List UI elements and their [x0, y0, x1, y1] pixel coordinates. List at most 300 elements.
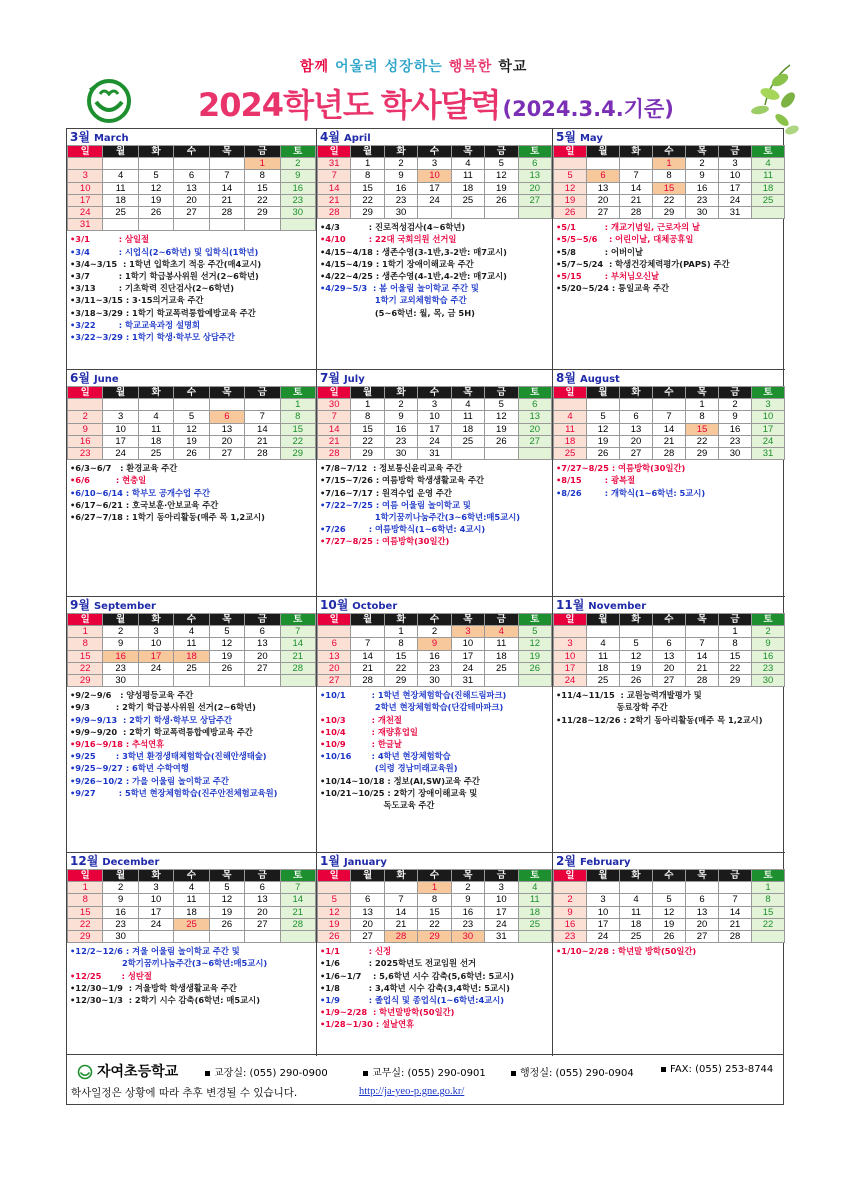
day-cell: 10	[138, 638, 173, 650]
month-calendar-table	[67, 386, 316, 460]
month-block	[317, 129, 553, 370]
day-cell: 23	[451, 918, 484, 930]
event-list	[317, 687, 552, 811]
day-cell: 31	[68, 219, 103, 231]
weekday-header: 월	[587, 614, 620, 626]
day-cell: 18	[103, 194, 138, 206]
day-cell: 29	[351, 206, 384, 218]
weekday-header: 금	[719, 387, 752, 399]
day-cell: 30	[752, 674, 785, 686]
day-cell: 20	[318, 662, 351, 674]
weekday-header: 월	[587, 387, 620, 399]
day-cell	[245, 930, 280, 942]
event-item: •12/30~1/3 : 2학기 시수 감축(6학년: 매5교시)	[70, 994, 260, 1005]
day-cell: 5	[587, 411, 620, 423]
event-item: •9/16~9/18 : 추석연휴	[70, 738, 165, 749]
day-cell: 17	[418, 182, 451, 194]
day-cell: 2	[280, 158, 315, 170]
day-cell: 22	[653, 194, 686, 206]
day-cell: 6	[620, 411, 653, 423]
day-cell: 15	[752, 906, 785, 918]
day-cell: 28	[318, 206, 351, 218]
day-cell: 3	[103, 411, 138, 423]
day-cell	[587, 158, 620, 170]
day-cell: 15	[719, 650, 752, 662]
event-item: •3/4 : 시업식(2~6학년) 및 입학식(1학년)	[70, 246, 259, 257]
day-cell: 24	[752, 435, 785, 447]
day-cell: 18	[518, 906, 551, 918]
weekday-header: 목	[209, 870, 244, 882]
event-item: •3/7 : 1학기 학급봉사위원 선거(2~6학년)	[70, 270, 259, 281]
day-cell: 18	[752, 182, 785, 194]
day-cell	[103, 399, 138, 411]
day-cell: 15	[68, 650, 103, 662]
day-cell: 3	[138, 882, 173, 894]
day-cell: 3	[719, 158, 752, 170]
day-cell: 15	[68, 906, 103, 918]
day-cell	[686, 626, 719, 638]
slogan-word: 학교	[498, 59, 528, 75]
day-cell: 16	[719, 423, 752, 435]
event-item: •5/20~5/24 : 통일교육 주간	[556, 283, 670, 294]
day-cell: 1	[351, 158, 384, 170]
day-cell: 27	[620, 447, 653, 459]
day-cell: 13	[587, 182, 620, 194]
day-cell: 23	[752, 662, 785, 674]
event-item: 1학기꿈끼나눔주간(3~6학년:매5교시)	[320, 511, 521, 522]
day-cell: 20	[174, 194, 209, 206]
day-cell: 14	[209, 182, 244, 194]
day-cell: 9	[384, 170, 417, 182]
weekday-header: 수	[174, 387, 209, 399]
day-cell: 13	[318, 650, 351, 662]
day-cell: 9	[451, 894, 484, 906]
day-cell: 14	[318, 182, 351, 194]
weekday-header: 토	[280, 387, 315, 399]
day-cell: 11	[485, 638, 518, 650]
day-cell: 24	[451, 662, 484, 674]
event-item: •8/15 : 광복절	[556, 475, 636, 486]
weekday-header: 화	[384, 387, 417, 399]
day-cell: 15	[351, 182, 384, 194]
day-cell	[138, 399, 173, 411]
month-calendar-table	[553, 145, 785, 219]
event-item: 독도교육 주간	[320, 799, 435, 810]
day-cell: 18	[451, 423, 484, 435]
weekday-header: 월	[351, 870, 384, 882]
day-cell	[138, 158, 173, 170]
weekday-header: 화	[384, 146, 417, 158]
day-cell: 3	[418, 399, 451, 411]
day-cell: 24	[587, 930, 620, 942]
weekday-header: 월	[587, 870, 620, 882]
day-cell: 31	[719, 206, 752, 218]
day-cell: 9	[103, 894, 138, 906]
event-item: •5/8 : 어버이날	[556, 246, 644, 257]
day-cell: 17	[554, 662, 587, 674]
event-item: •10/3 : 개천절	[320, 714, 402, 725]
day-cell	[280, 219, 315, 231]
event-item: •7/27~8/25 : 여름방학(30일간)	[320, 536, 450, 547]
day-cell: 20	[686, 918, 719, 930]
event-list	[553, 943, 785, 957]
day-cell: 30	[384, 206, 417, 218]
day-cell: 10	[418, 411, 451, 423]
day-cell	[318, 626, 351, 638]
day-cell: 17	[68, 194, 103, 206]
day-cell: 30	[384, 447, 417, 459]
day-cell: 21	[351, 662, 384, 674]
title-date: (2024.3.4.기준)	[502, 97, 674, 121]
day-cell: 6	[245, 882, 280, 894]
month-title: 4월 April	[320, 130, 371, 144]
day-cell: 8	[351, 411, 384, 423]
day-cell: 4	[451, 399, 484, 411]
day-cell: 26	[138, 206, 173, 218]
page-title	[198, 80, 674, 126]
day-cell: 22	[351, 435, 384, 447]
day-cell: 3	[554, 638, 587, 650]
day-cell: 8	[686, 411, 719, 423]
day-cell: 18	[620, 918, 653, 930]
day-cell: 11	[174, 638, 209, 650]
event-list	[67, 687, 316, 799]
day-cell: 3	[485, 882, 518, 894]
day-cell: 13	[653, 650, 686, 662]
day-cell: 1	[245, 158, 280, 170]
weekday-header: 금	[485, 614, 518, 626]
day-cell: 24	[138, 662, 173, 674]
day-cell: 27	[653, 674, 686, 686]
day-cell: 31	[485, 930, 518, 942]
day-cell: 6	[653, 638, 686, 650]
weekday-header: 금	[485, 146, 518, 158]
day-cell: 22	[68, 662, 103, 674]
day-cell: 12	[485, 411, 518, 423]
weekday-header: 일	[554, 387, 587, 399]
day-cell: 13	[209, 423, 244, 435]
day-cell: 19	[554, 194, 587, 206]
day-cell: 11	[174, 894, 209, 906]
day-cell	[68, 158, 103, 170]
day-cell: 12	[554, 182, 587, 194]
day-cell: 7	[318, 170, 351, 182]
day-cell: 11	[451, 170, 484, 182]
day-cell: 2	[68, 411, 103, 423]
day-cell: 16	[103, 650, 138, 662]
day-cell: 14	[620, 182, 653, 194]
day-cell: 29	[686, 447, 719, 459]
day-cell	[653, 626, 686, 638]
month-title: 11월 November	[556, 598, 647, 612]
day-cell: 13	[351, 906, 384, 918]
day-cell: 30	[686, 206, 719, 218]
day-cell: 3	[68, 170, 103, 182]
day-cell: 15	[280, 423, 315, 435]
month-block	[553, 597, 785, 853]
day-cell: 13	[518, 170, 551, 182]
day-cell: 25	[620, 930, 653, 942]
day-cell: 4	[174, 882, 209, 894]
event-item: •10/1 : 1학년 현장체험학습(진해드림파크)	[320, 690, 507, 701]
day-cell: 30	[280, 206, 315, 218]
day-cell: 2	[686, 158, 719, 170]
event-item: •10/16 : 4학년 현장체험학습	[320, 751, 451, 762]
day-cell: 10	[719, 170, 752, 182]
day-cell: 10	[752, 411, 785, 423]
day-cell: 5	[485, 399, 518, 411]
day-cell: 21	[653, 435, 686, 447]
event-item: •9/3 : 2학기 학급봉사위원 선거(2~6학년)	[70, 702, 256, 713]
day-cell: 25	[451, 435, 484, 447]
day-cell: 19	[653, 918, 686, 930]
weekday-header: 토	[518, 614, 551, 626]
weekday-header: 화	[138, 870, 173, 882]
weekday-header: 금	[245, 870, 280, 882]
event-item: •1/6 : 2025학년도 전교임원 선거	[320, 958, 476, 969]
day-cell: 6	[245, 626, 280, 638]
month-block	[67, 853, 317, 1056]
day-cell: 29	[384, 674, 417, 686]
day-cell: 17	[451, 650, 484, 662]
day-cell: 26	[318, 930, 351, 942]
event-item: •10/4 : 재량휴업일	[320, 726, 418, 737]
day-cell: 10	[587, 906, 620, 918]
event-item: •11/28~12/26 : 2학기 동아리활동(매주 목 1,2교시)	[556, 714, 763, 725]
day-cell: 15	[686, 423, 719, 435]
schedule-note: 학사일정은 상황에 따라 추후 변경될 수 있습니다.	[71, 1087, 298, 1099]
day-cell: 2	[384, 399, 417, 411]
month-title: 6월 June	[70, 371, 119, 385]
month-title: 1월 January	[320, 854, 387, 868]
day-cell	[587, 626, 620, 638]
day-cell	[280, 674, 315, 686]
weekday-header: 토	[752, 614, 785, 626]
day-cell: 11	[620, 906, 653, 918]
weekday-header: 금	[719, 870, 752, 882]
event-item: (5~6학년: 월, 목, 금 5H)	[320, 307, 475, 318]
day-cell: 29	[280, 447, 315, 459]
day-cell: 6	[518, 399, 551, 411]
weekday-header: 토	[518, 870, 551, 882]
day-cell: 13	[518, 411, 551, 423]
day-cell: 14	[653, 423, 686, 435]
event-list	[67, 460, 316, 523]
day-cell: 14	[384, 906, 417, 918]
day-cell	[653, 399, 686, 411]
day-cell: 7	[719, 894, 752, 906]
day-cell: 30	[719, 447, 752, 459]
day-cell	[518, 674, 551, 686]
day-cell: 3	[451, 626, 484, 638]
event-item: •3/18~3/29 : 1학기 학교폭력통합예방교육 주간	[70, 307, 256, 318]
day-cell: 18	[451, 182, 484, 194]
event-item: •10/9 : 한글날	[320, 738, 402, 749]
day-cell: 14	[318, 423, 351, 435]
day-cell	[209, 930, 244, 942]
day-cell: 21	[245, 435, 280, 447]
month-title: 12월 December	[70, 854, 160, 868]
day-cell: 25	[451, 194, 484, 206]
weekday-header: 화	[620, 387, 653, 399]
day-cell: 9	[280, 170, 315, 182]
contact-fax: FAX: (055) 253-8744	[661, 1064, 773, 1075]
day-cell: 4	[554, 411, 587, 423]
weekday-header: 월	[351, 614, 384, 626]
event-item: •7/16~7/17 : 원격수업 운영 주간	[320, 487, 452, 498]
school-url-link[interactable]: http://ja-yeo-p.gne.go.kr/	[359, 1086, 465, 1097]
day-cell: 7	[686, 638, 719, 650]
day-cell: 18	[174, 906, 209, 918]
day-cell: 19	[518, 650, 551, 662]
day-cell: 12	[518, 638, 551, 650]
month-block	[317, 370, 553, 597]
day-cell: 26	[209, 662, 244, 674]
day-cell: 5	[138, 170, 173, 182]
day-cell: 22	[418, 918, 451, 930]
day-cell: 23	[554, 930, 587, 942]
day-cell: 25	[587, 674, 620, 686]
month-block	[553, 129, 785, 370]
month-calendar-table	[67, 613, 316, 687]
day-cell: 3	[418, 158, 451, 170]
day-cell: 8	[719, 638, 752, 650]
day-cell: 2	[103, 882, 138, 894]
day-cell: 17	[418, 423, 451, 435]
day-cell	[653, 882, 686, 894]
weekday-header: 일	[554, 146, 587, 158]
event-item: 2학년 현장체험학습(단감테마파크)	[320, 702, 504, 713]
day-cell: 29	[68, 674, 103, 686]
school-name-text: 자여초등학교	[97, 1064, 179, 1080]
event-item: •9/9~9/13 : 2학기 학생·학부모 상담주간	[70, 714, 233, 725]
day-cell: 17	[103, 435, 138, 447]
day-cell: 13	[245, 638, 280, 650]
month-calendar-table	[317, 869, 552, 943]
day-cell: 26	[653, 930, 686, 942]
day-cell: 13	[245, 894, 280, 906]
day-cell: 23	[384, 435, 417, 447]
month-calendar-table	[67, 145, 316, 231]
day-cell: 10	[68, 182, 103, 194]
day-cell: 31	[752, 447, 785, 459]
title-main: 2024학년도	[198, 86, 373, 124]
day-cell: 23	[103, 918, 138, 930]
day-cell: 9	[554, 906, 587, 918]
weekday-header: 화	[138, 614, 173, 626]
day-cell: 21	[686, 662, 719, 674]
day-cell: 17	[587, 918, 620, 930]
day-cell: 8	[68, 894, 103, 906]
day-cell: 5	[653, 894, 686, 906]
day-cell	[451, 447, 484, 459]
day-cell	[554, 158, 587, 170]
day-cell: 25	[518, 918, 551, 930]
event-item: •7/22~7/25 : 여름 어울림 놀이학교 및	[320, 499, 471, 510]
day-cell	[518, 206, 551, 218]
weekday-header: 수	[418, 870, 451, 882]
day-cell: 9	[418, 638, 451, 650]
day-cell: 23	[280, 194, 315, 206]
day-cell	[587, 399, 620, 411]
day-cell: 10	[138, 894, 173, 906]
day-cell: 24	[554, 674, 587, 686]
day-cell: 20	[518, 182, 551, 194]
day-cell	[245, 399, 280, 411]
day-cell: 1	[653, 158, 686, 170]
day-cell: 6	[587, 170, 620, 182]
event-item: •9/25~9/27 : 6학년 수학여행	[70, 763, 189, 774]
event-list	[317, 460, 552, 547]
month-title: 9월 September	[70, 598, 156, 612]
weekday-header: 월	[103, 387, 138, 399]
event-item: •7/8~7/12 : 정보통신윤리교육 주간	[320, 463, 463, 474]
event-item: •3/13 : 기초학력 진단검사(2~6학년)	[70, 283, 235, 294]
day-cell: 12	[209, 894, 244, 906]
day-cell: 24	[68, 206, 103, 218]
day-cell: 16	[280, 182, 315, 194]
day-cell: 16	[451, 906, 484, 918]
day-cell: 26	[620, 674, 653, 686]
day-cell: 4	[485, 626, 518, 638]
day-cell: 21	[719, 918, 752, 930]
weekday-header: 수	[418, 146, 451, 158]
weekday-header: 수	[653, 614, 686, 626]
weekday-header: 일	[318, 614, 351, 626]
day-cell: 7	[620, 170, 653, 182]
day-cell: 28	[620, 206, 653, 218]
day-cell	[620, 882, 653, 894]
weekday-header: 금	[245, 614, 280, 626]
day-cell: 29	[418, 930, 451, 942]
event-list	[317, 219, 552, 319]
weekday-header: 목	[686, 387, 719, 399]
day-cell	[174, 930, 209, 942]
event-list	[553, 687, 785, 726]
month-block	[67, 370, 317, 597]
day-cell: 28	[686, 674, 719, 686]
day-cell	[174, 399, 209, 411]
day-cell: 18	[554, 435, 587, 447]
day-cell: 12	[174, 423, 209, 435]
day-cell: 23	[418, 662, 451, 674]
day-cell	[209, 674, 244, 686]
day-cell: 2	[384, 158, 417, 170]
event-item: •11/4~11/15 : 교원능력개발평가 및	[556, 690, 702, 701]
contact-principal: 교장실: (055) 290-0900	[205, 1064, 328, 1079]
day-cell: 6	[318, 638, 351, 650]
event-item: •3/1 : 삼일절	[70, 234, 150, 245]
day-cell: 27	[518, 435, 551, 447]
day-cell	[554, 399, 587, 411]
day-cell	[554, 626, 587, 638]
weekday-header: 토	[518, 146, 551, 158]
day-cell: 2	[103, 626, 138, 638]
day-cell: 22	[245, 194, 280, 206]
day-cell: 25	[485, 662, 518, 674]
day-cell: 28	[384, 930, 417, 942]
footer	[66, 1055, 784, 1105]
day-cell: 25	[174, 918, 209, 930]
school-name	[77, 1061, 178, 1081]
day-cell: 16	[554, 918, 587, 930]
day-cell: 22	[719, 662, 752, 674]
day-cell: 12	[653, 906, 686, 918]
event-item: •12/2~12/6 : 겨울 어울림 놀이학교 주간 및	[70, 946, 240, 957]
weekday-header: 월	[103, 870, 138, 882]
calendar-grid	[66, 128, 784, 1055]
event-item: (의령 경남미래교육원)	[320, 763, 458, 774]
